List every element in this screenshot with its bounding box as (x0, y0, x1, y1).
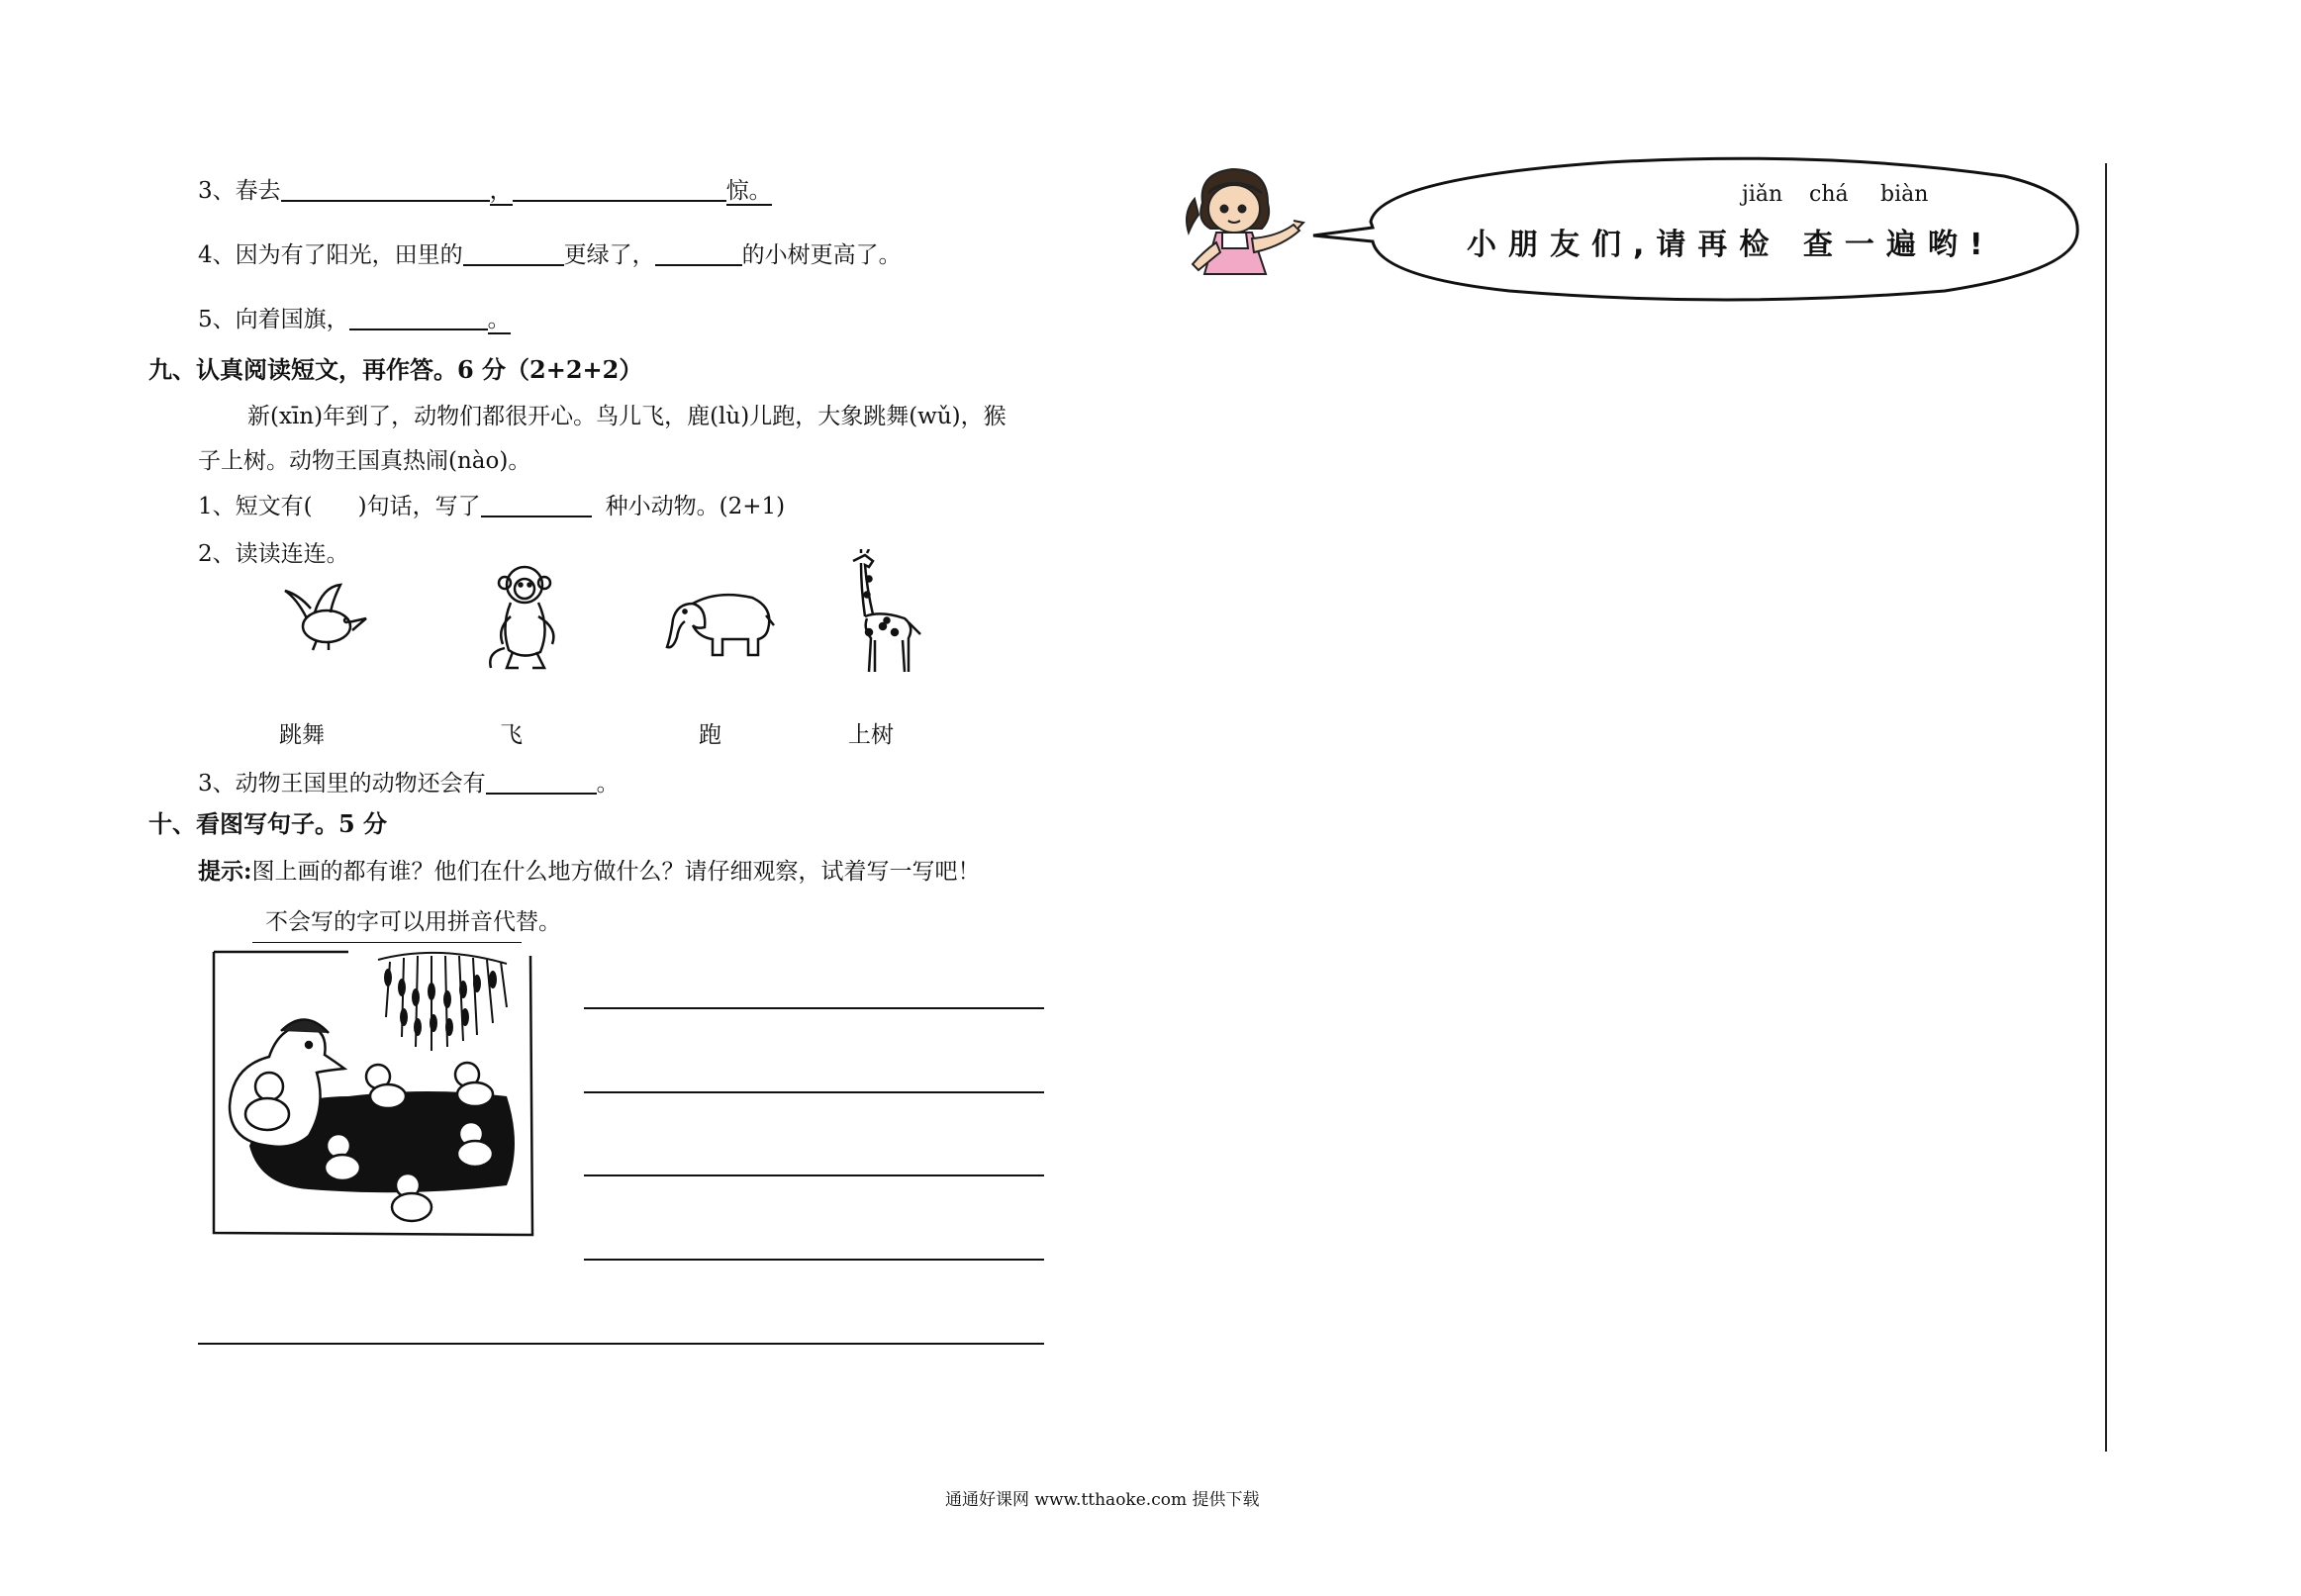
animal-label-1: 跳舞 (279, 722, 325, 748)
margin-rule (2105, 163, 2107, 1452)
hint-underline (252, 942, 522, 943)
q8-item5-blank[interactable] (349, 305, 488, 330)
answer-line-5[interactable] (198, 1343, 1044, 1345)
q9-sub1-prefix: 1、短文有( )句话，写了 (198, 494, 481, 519)
q8-item4 (198, 240, 902, 270)
q9-sub2: 2、读读连连。 (198, 541, 349, 567)
q8-item3-suffix: 惊。 (725, 178, 772, 204)
q9-sub3-prefix: 3、动物王国里的动物还会有 (198, 771, 486, 797)
q8-item5-suffix: 。 (487, 307, 511, 332)
q10-hint (198, 857, 981, 887)
animal-label-2: 飞 (500, 722, 523, 748)
q9-sub3 (198, 769, 620, 798)
q8-item4-blank1[interactable] (463, 240, 564, 266)
elephant-icon (663, 586, 777, 660)
answer-line-1[interactable] (584, 1007, 1044, 1009)
pinyin-bian: biàn (1880, 182, 1929, 207)
q10-hint-text: 图上画的都有谁？他们在什么地方做什么？请仔细观察，试着写一写吧！ (251, 859, 981, 885)
answer-line-4[interactable] (584, 1259, 1044, 1261)
duck-pond-picture (210, 948, 536, 1237)
q8-item5 (198, 305, 511, 334)
q8-item4-mid: 更绿了， (563, 242, 655, 268)
answer-line-2[interactable] (584, 1091, 1044, 1093)
q9-passage-line1: 新(xīn)年到了，动物们都很开心。鸟儿飞，鹿(lù)儿跑，大象跳舞(wǔ)，猴 (247, 404, 1007, 429)
bird-icon (277, 579, 371, 653)
footer-text: 通通好课网 www.tthaoke.com 提供下载 (945, 1490, 1260, 1510)
q9-sub1 (198, 492, 785, 521)
q9-sub3-blank[interactable] (486, 769, 597, 795)
q9-sub3-suffix: 。 (596, 771, 620, 797)
q8-item3 (198, 176, 772, 206)
q10-hint-line2: 不会写的字可以用拼音代替。 (265, 909, 561, 935)
animal-label-4: 上树 (848, 722, 894, 748)
giraffe-icon (843, 549, 924, 676)
q9-title: 九、认真阅读短文，再作答。6 分（2+2+2） (148, 355, 643, 384)
q9-sub1-blank[interactable] (481, 492, 592, 517)
bubble-message: 小朋友们,请再检 查一遍哟! (1467, 228, 1995, 262)
q10-hint-label: 提示: (198, 858, 252, 885)
q8-item3-prefix: 3、春去 (198, 178, 281, 204)
girl-illustration (1183, 163, 1316, 282)
q9-sub1-suffix: 种小动物。(2+1) (605, 494, 786, 519)
answer-line-3[interactable] (584, 1174, 1044, 1176)
q8-item3-blank1[interactable] (281, 176, 484, 202)
q8-item3-blank2[interactable] (513, 176, 726, 202)
q8-item4-suffix: 的小树更高了。 (741, 242, 902, 268)
q10-title: 十、看图写句子。5 分 (148, 809, 388, 838)
monkey-icon (483, 557, 572, 676)
q8-item3-comma: ， (489, 178, 513, 204)
q8-item4-blank2[interactable] (655, 240, 742, 266)
blank-join (484, 176, 490, 202)
q8-item5-prefix: 5、向着国旗， (198, 307, 349, 332)
pinyin-cha: chá (1809, 182, 1849, 207)
q9-passage-line2: 子上树。动物王国真热闹(nào)。 (198, 448, 531, 474)
pinyin-jian: jiǎn (1742, 182, 1783, 207)
q8-item4-prefix: 4、因为有了阳光，田里的 (198, 242, 463, 268)
animal-label-3: 跑 (699, 722, 721, 748)
